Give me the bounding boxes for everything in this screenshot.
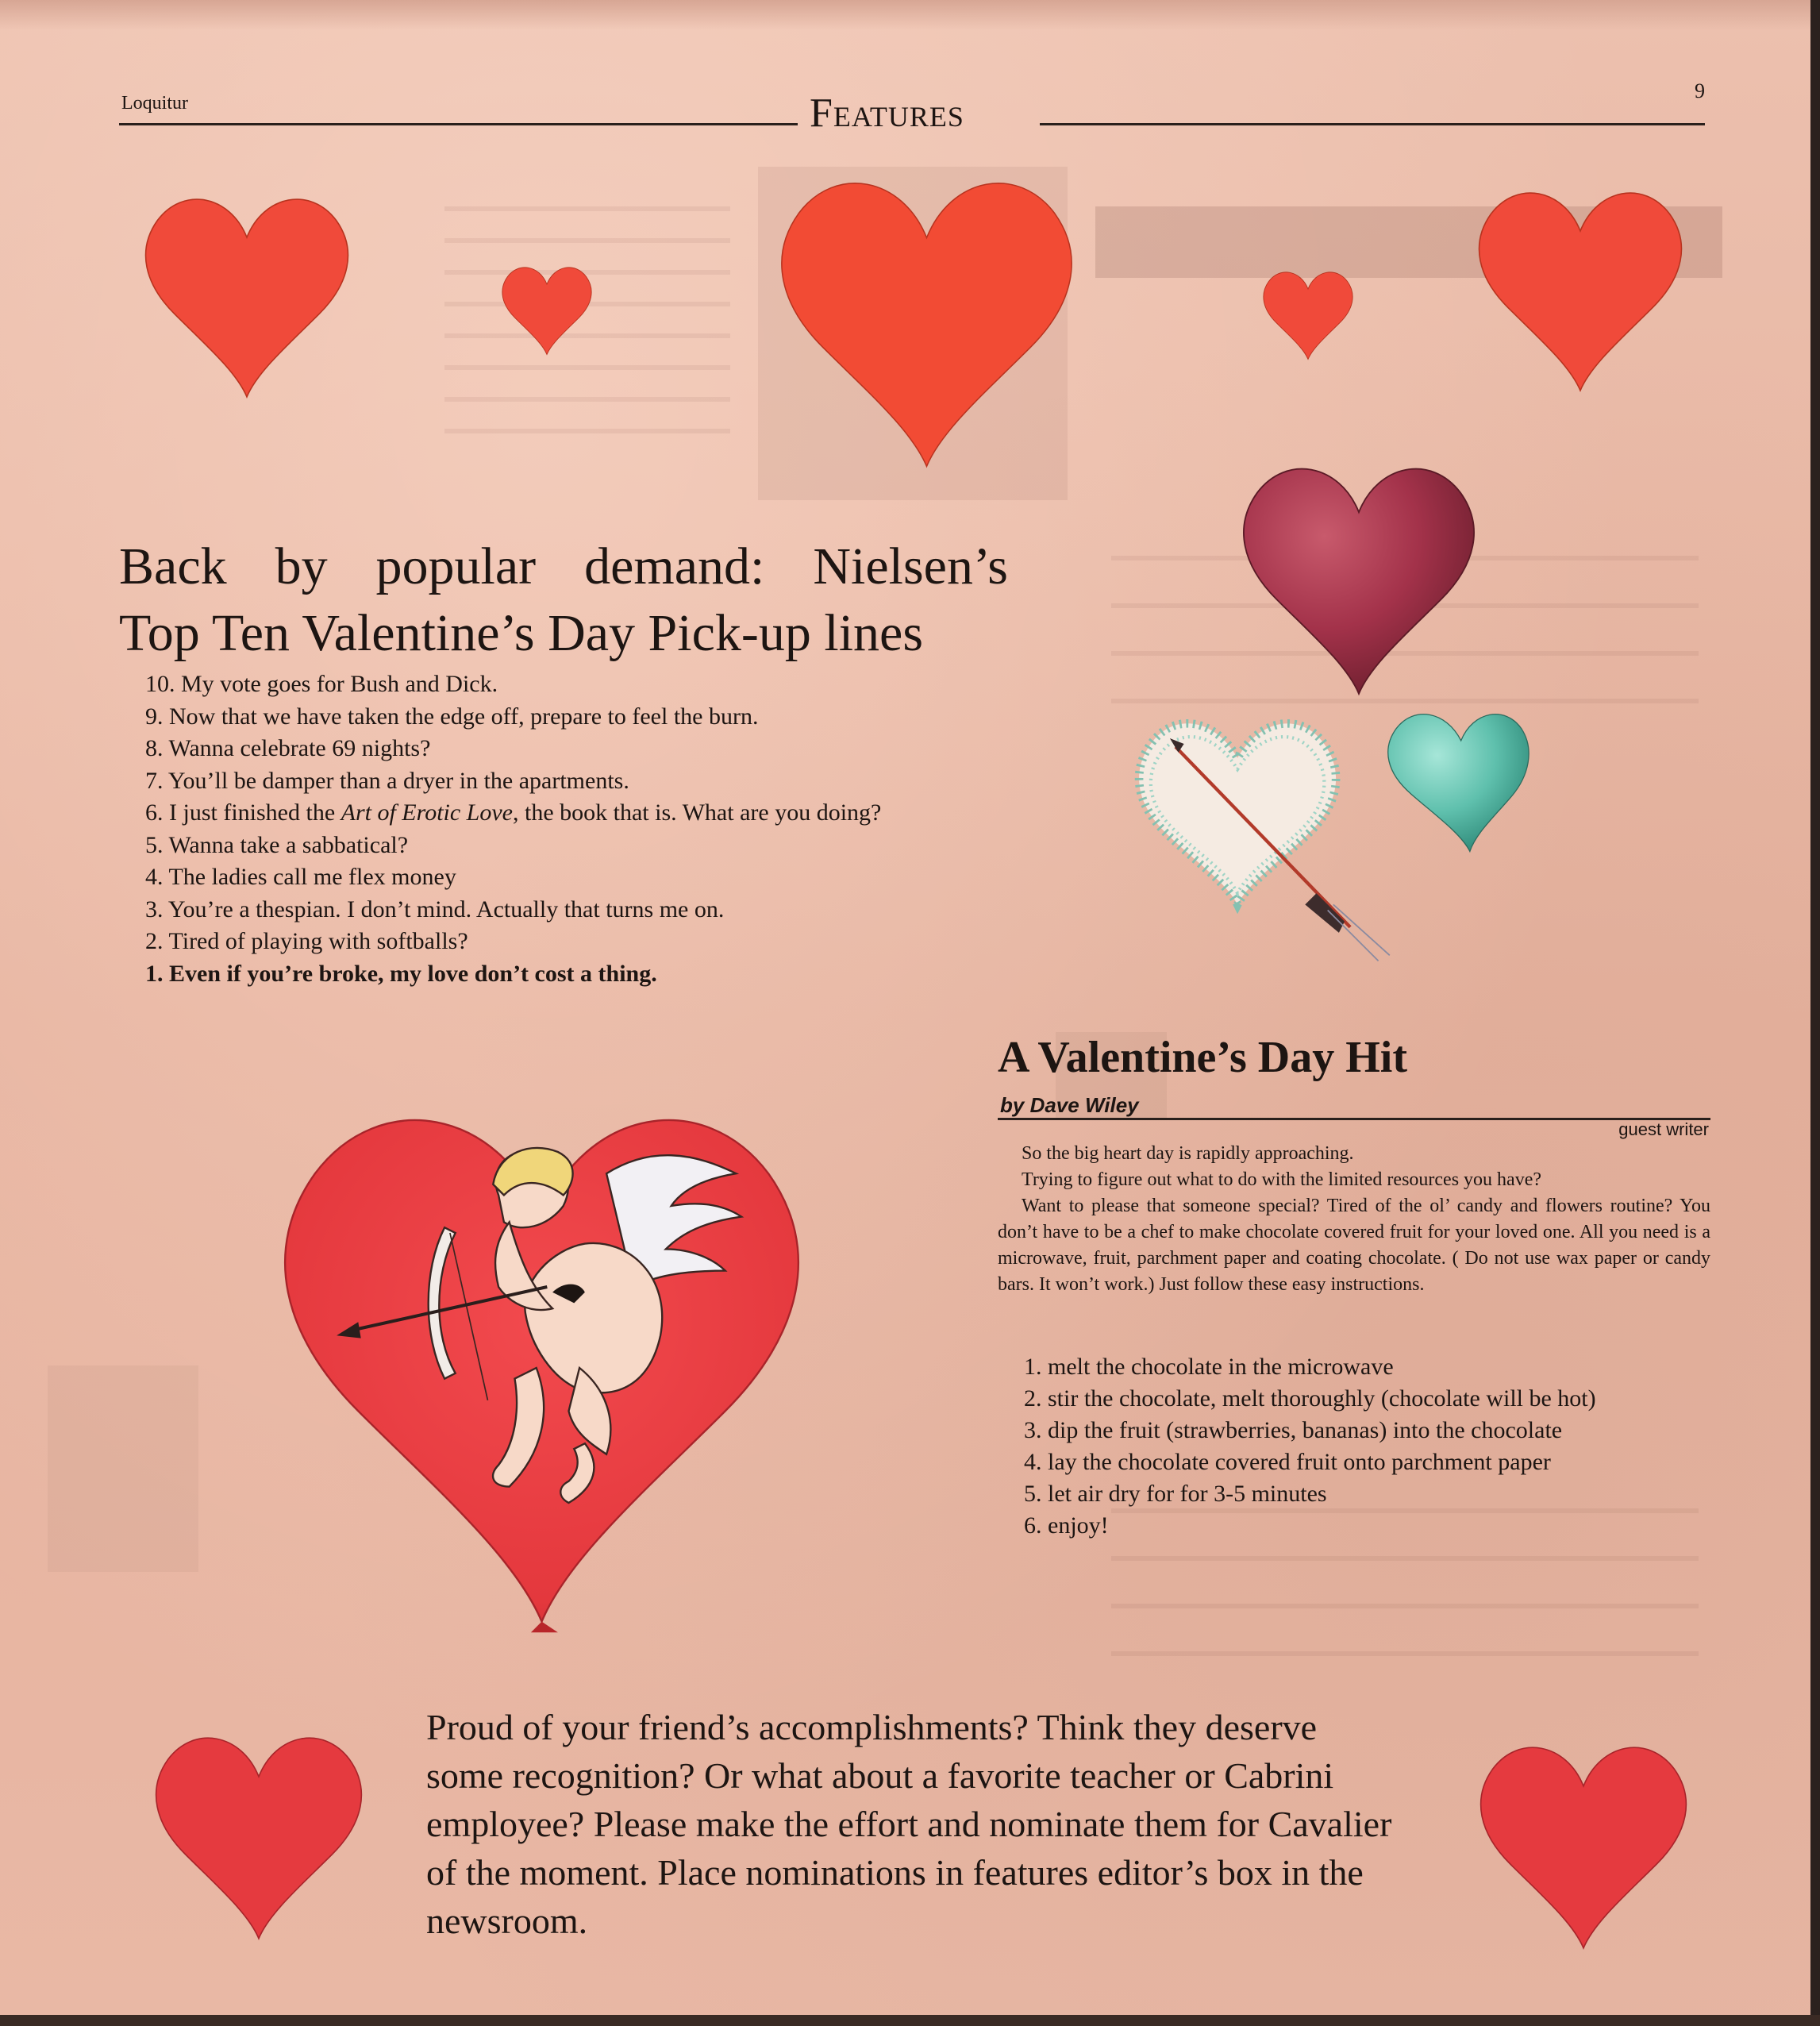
list-item: 2. Tired of playing with softballs? [145, 928, 468, 954]
list-item: 4. The ladies call me flex money [145, 864, 456, 890]
list-item [145, 797, 1018, 830]
recipe-steps-list [1024, 1351, 1596, 1542]
recipe-step: 3. dip the fruit (strawberries, bananas) into the chocolate [1024, 1417, 1563, 1443]
large-red-heart-icon [770, 171, 1083, 476]
author-byline: by Dave Wiley [1000, 1093, 1139, 1117]
cupid-heart-illustration [262, 1098, 822, 1638]
list-item: 8. Wanna celebrate 69 nights? [145, 735, 431, 761]
headline-line-2: Top Ten Valentine’s Day Pick-up lines [119, 604, 924, 662]
list-item: 10. My vote goes for Bush and Dick. [145, 671, 498, 697]
masthead-rule-left [119, 123, 798, 125]
page-number: 9 [1695, 79, 1705, 102]
body-paragraph: So the big heart day is rapidly approaching. [1022, 1143, 1354, 1164]
list-item: 7. You’ll be damper than a dryer in the apartments. [145, 767, 629, 794]
red-heart-icon [137, 191, 357, 403]
arrow-through-heart-icon [1119, 683, 1401, 969]
page-masthead [119, 75, 1705, 139]
scan-top-edge [0, 0, 1820, 30]
crimson-heart-icon [1472, 1739, 1695, 1955]
small-red-heart-icon [1260, 268, 1356, 362]
crimson-heart-icon [148, 1729, 370, 1945]
list-item: 3. You’re a thespian. I don’t mind. Actually that turns me on. [145, 896, 725, 922]
list-item: 5. Wanna take a sabbatical? [145, 831, 409, 858]
pickup-lines-list [145, 668, 1018, 990]
body-paragraph: Trying to figure out what to do with the limited resources you have? [1022, 1169, 1541, 1190]
author-role: guest writer [1618, 1119, 1709, 1139]
list-item-top-pick: 1. Even if you’re broke, my love don’t cost a thing. [145, 960, 657, 987]
scan-right-edge [1810, 0, 1820, 2026]
top-ten-headline [119, 533, 1008, 667]
section-title: Features [810, 91, 964, 136]
recipe-step: 2. stir the chocolate, melt thoroughly (chocolate will be hot) [1024, 1385, 1596, 1412]
item-text: 6. I just finished the [145, 799, 341, 826]
masthead-rule-right [1040, 123, 1705, 125]
body-paragraph: Want to please that someone special? Tired of the ol’ candy and flowers routine? You don’t have to be a chef to make chocolate covered fruit for your loved one. All you need is a microwave, fruit, parchment paper and coating chocolate. ( Do not use wax paper or candy bars. It won’t work.) Just follow these easy instructions. [998, 1196, 1710, 1295]
teal-heart-icon [1384, 699, 1532, 865]
recipe-article-title: A Valentine’s Day Hit [998, 1033, 1407, 1082]
recipe-step: 1. melt the chocolate in the microwave [1024, 1354, 1394, 1380]
small-red-heart-icon [498, 264, 595, 357]
list-item: 9. Now that we have taken the edge off, prepare to feel the burn. [145, 703, 759, 730]
recipe-article-body [998, 1141, 1710, 1298]
recipe-step: 5. let air dry for for 3-5 minutes [1024, 1481, 1327, 1507]
red-heart-icon [1470, 184, 1691, 397]
maroon-heart-icon [1227, 459, 1491, 701]
book-title: Art of Erotic Love [341, 799, 513, 826]
recipe-step: 6. enjoy! [1024, 1512, 1109, 1539]
item-text: , the book that is. What are you doing? [513, 799, 882, 826]
headline-line-1: Back by popular demand: Nielsen’s [119, 537, 1008, 595]
nomination-notice: Proud of your friend’s accomplishments? Think they deserve some recognition? Or what about a favorite teacher or Cabrini employee? Please make the effort and nominate them for Cavalier of the moment. Place nominations in features editor’s box in the newsroom. [426, 1707, 1392, 1941]
recipe-step: 4. lay the chocolate covered fruit onto parchment paper [1024, 1449, 1551, 1475]
scan-bottom-edge [0, 2015, 1820, 2026]
paper-name: Loquitur [121, 93, 188, 114]
byline-rule [998, 1118, 1710, 1120]
